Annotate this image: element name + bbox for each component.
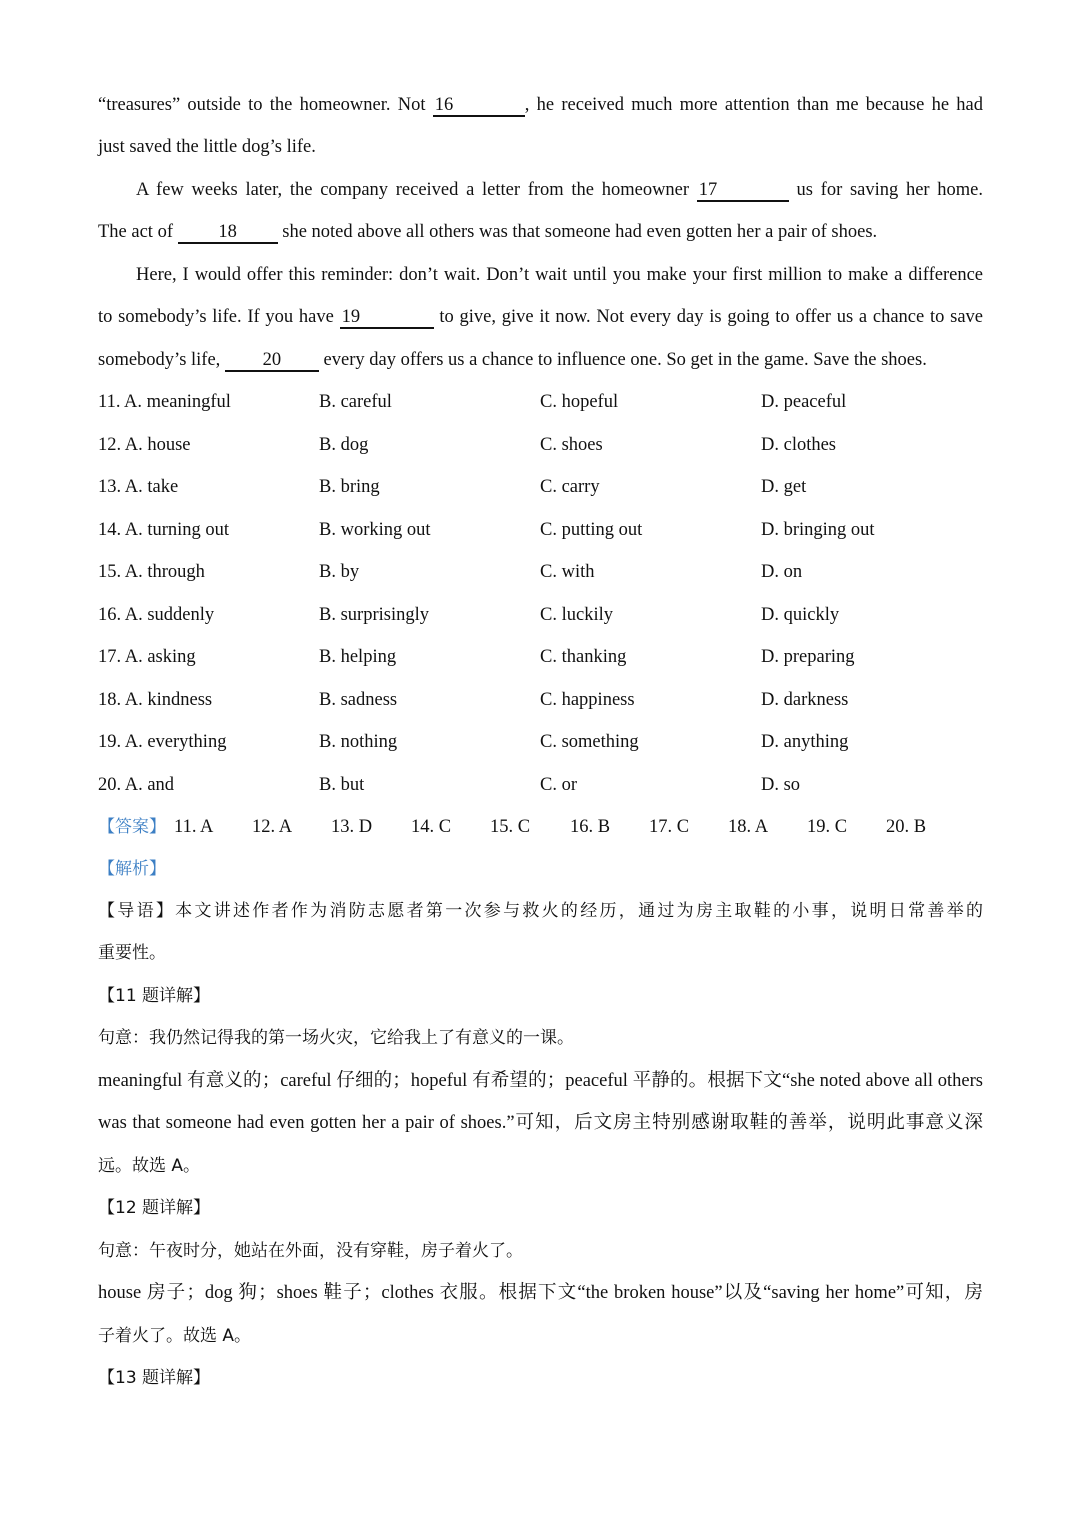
- option-b: B. nothing: [319, 732, 398, 752]
- option-b: B. bring: [319, 477, 380, 497]
- option-d: D. get: [761, 477, 807, 497]
- passage-line: [98, 348, 983, 372]
- q11-sentence-meaning: 句意：我仍然记得我的第一场火灾，它给我上了有意义的一课。: [98, 1028, 574, 1048]
- option-b: B. careful: [319, 392, 392, 412]
- q11-explanation-line: was that someone had even gotten her a pair of shoes.”可知，后文房主特别感谢取鞋的善举，说明此事意义深: [98, 1113, 983, 1133]
- option-a: 15. A. through: [98, 562, 205, 582]
- option-d: D. bringing out: [761, 520, 875, 540]
- option-c: C. hopeful: [540, 392, 619, 412]
- passage-text: The act of: [98, 222, 173, 242]
- blank-18: 18: [178, 222, 278, 244]
- answer-item: 14. C: [411, 817, 452, 837]
- option-a: 20. A. and: [98, 775, 175, 795]
- passage-text: to give, give it now. Not every day is going to offer us a chance to save: [439, 307, 984, 327]
- passage-text: every day offers us a chance to influence one. So get in the game. Save the shoes.: [323, 350, 927, 370]
- option-a: 16. A. suddenly: [98, 605, 215, 625]
- blank-16: 16: [433, 95, 525, 117]
- option-a: 17. A. asking: [98, 647, 196, 667]
- passage-text: “treasures” outside to the homeowner. Not: [98, 95, 426, 115]
- passage-line: Here, I would offer this reminder: don’t wait. Don’t wait until you make your first million to make a difference: [136, 265, 983, 285]
- option-a: 19. A. everything: [98, 732, 227, 752]
- option-b: B. but: [319, 775, 365, 795]
- passage-line: [98, 305, 983, 329]
- question-12-heading: 【12 题详解】: [98, 1198, 211, 1218]
- option-c: C. with: [540, 562, 595, 582]
- intro-line: 【导语】本文讲述作者作为消防志愿者第一次参与救火的经历，通过为房主取鞋的小事，说明日常善举的: [98, 901, 983, 921]
- question-11-heading: 【11 题详解】: [98, 986, 211, 1006]
- option-b: B. working out: [319, 520, 431, 540]
- option-d: D. on: [761, 562, 803, 582]
- answer-item: 12. A: [252, 817, 293, 837]
- option-a: 11. A. meaningful: [98, 392, 231, 412]
- answer-item: 17. C: [649, 817, 690, 837]
- option-c: C. putting out: [540, 520, 643, 540]
- blank-19: 19: [340, 307, 434, 329]
- answer-item: 16. B: [570, 817, 611, 837]
- answer-item: 18. A: [728, 817, 769, 837]
- option-c: C. luckily: [540, 605, 613, 625]
- passage-text: A few weeks later, the company received a letter from the homeowner: [136, 180, 690, 200]
- option-d: D. quickly: [761, 605, 840, 625]
- answer-item: 20. B: [886, 817, 927, 837]
- q12-explanation-line: house 房子；dog 狗；shoes 鞋子；clothes 衣服。根据下文“the broken house”以及“saving her home”可知，房: [98, 1283, 983, 1303]
- passage-line: [136, 178, 983, 202]
- analysis-label: 【解析】: [98, 859, 166, 879]
- option-a: 18. A. kindness: [98, 690, 213, 710]
- option-c: C. or: [540, 775, 577, 795]
- answer-item: 19. C: [807, 817, 848, 837]
- option-b: B. sadness: [319, 690, 398, 710]
- option-c: C. thanking: [540, 647, 627, 667]
- question-13-heading: 【13 题详解】: [98, 1368, 211, 1388]
- option-d: D. clothes: [761, 435, 837, 455]
- option-b: B. helping: [319, 647, 397, 667]
- passage-line: [98, 220, 983, 244]
- q11-explanation-line: meaningful 有意义的；careful 仔细的；hopeful 有希望的；peaceful 平静的。根据下文“she noted above all others: [98, 1071, 983, 1091]
- option-c: C. happiness: [540, 690, 635, 710]
- option-b: B. dog: [319, 435, 369, 455]
- passage-text: us for saving her home.: [796, 180, 984, 200]
- blank-17: 17: [697, 180, 789, 202]
- option-c: C. something: [540, 732, 639, 752]
- option-a: 13. A. take: [98, 477, 179, 497]
- passage-text: to somebody’s life. If you have: [98, 307, 334, 327]
- q12-explanation-line: 子着火了。故选 A。: [98, 1326, 252, 1346]
- option-c: C. carry: [540, 477, 600, 497]
- answer-item: 15. C: [490, 817, 531, 837]
- passage-text: somebody’s life,: [98, 350, 221, 370]
- option-b: B. by: [319, 562, 360, 582]
- intro-line: 重要性。: [98, 943, 166, 963]
- option-a: 12. A. house: [98, 435, 191, 455]
- option-b: B. surprisingly: [319, 605, 429, 625]
- q11-explanation-line: 远。故选 A。: [98, 1156, 201, 1176]
- option-a: 14. A. turning out: [98, 520, 230, 540]
- passage-line: [98, 93, 983, 117]
- answer-item: 11. A: [174, 817, 214, 837]
- option-d: D. darkness: [761, 690, 849, 710]
- passage-text: , he received much more attention than me because he had: [524, 95, 983, 115]
- answer-item: 13. D: [331, 817, 373, 837]
- passage-line: just saved the little dog’s life.: [98, 137, 316, 157]
- option-d: D. preparing: [761, 647, 855, 667]
- option-d: D. so: [761, 775, 801, 795]
- answer-label: 【答案】: [98, 817, 166, 837]
- option-c: C. shoes: [540, 435, 603, 455]
- blank-20: 20: [225, 350, 319, 372]
- option-d: D. anything: [761, 732, 849, 752]
- q12-sentence-meaning: 句意：午夜时分，她站在外面，没有穿鞋，房子着火了。: [98, 1241, 523, 1261]
- option-d: D. peaceful: [761, 392, 847, 412]
- passage-text: she noted above all others was that someone had even gotten her a pair of shoes.: [282, 222, 878, 242]
